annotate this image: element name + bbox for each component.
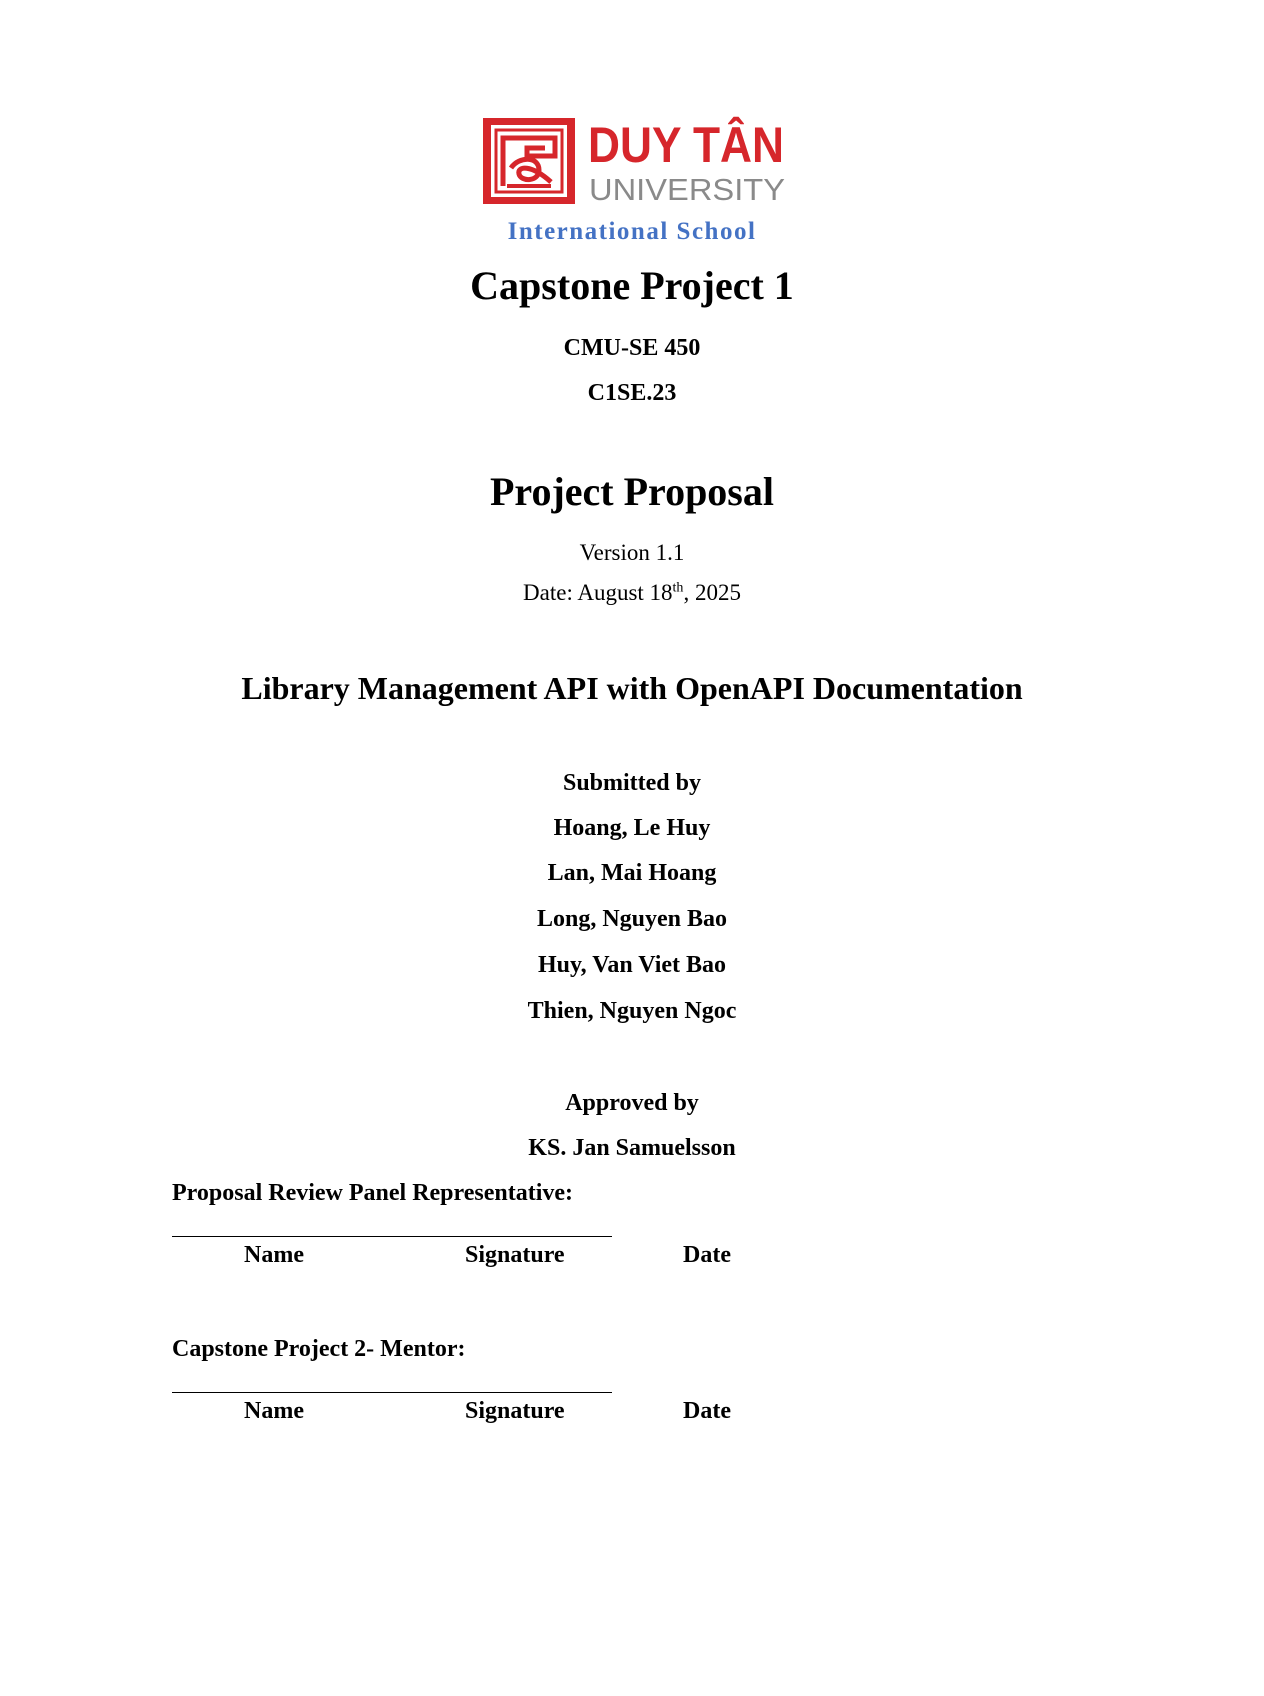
- member-name: Long, Nguyen Bao: [536, 906, 728, 932]
- review-panel-title: Proposal Review Panel Representative:: [172, 1180, 574, 1206]
- member-name: Huy, Van Viet Bao: [537, 952, 727, 978]
- date-prefix: Date: August 18: [523, 580, 673, 605]
- signature-column-label: Signature: [465, 1398, 565, 1424]
- proposal-title: Project Proposal: [489, 469, 774, 514]
- signature-column-label: Signature: [465, 1242, 565, 1268]
- date-superscript: th: [672, 580, 684, 596]
- name-column-label: Name: [244, 1242, 304, 1268]
- project-name: Library Management API with OpenAPI Documentation: [241, 670, 1023, 706]
- logo-emblem-icon: [483, 118, 575, 204]
- member-name: Thien, Nguyen Ngoc: [527, 998, 737, 1024]
- proposal-date: [0, 580, 1264, 606]
- university-logo: [481, 116, 787, 206]
- name-column-label: Name: [244, 1398, 304, 1424]
- submitted-by-label: Submitted by: [562, 770, 702, 796]
- university-sub: UNIVERSITY: [589, 172, 785, 207]
- school-name: International School: [507, 218, 757, 245]
- date-suffix: , 2025: [683, 580, 741, 605]
- signature-line: [172, 1392, 612, 1393]
- mentor-title: Capstone Project 2- Mentor:: [172, 1336, 466, 1362]
- member-name: Lan, Mai Hoang: [547, 860, 717, 886]
- date-column-label: Date: [683, 1398, 731, 1424]
- signature-line: [172, 1236, 612, 1237]
- version-label: Version 1.1: [579, 540, 685, 565]
- capstone-title: Capstone Project 1: [470, 263, 794, 308]
- date-column-label: Date: [683, 1242, 731, 1268]
- class-code: C1SE.23: [587, 380, 677, 406]
- member-name: Hoang, Le Huy: [553, 815, 711, 841]
- course-code: CMU-SE 450: [563, 335, 701, 361]
- university-name: DUY TÂN: [588, 117, 784, 173]
- approved-by-label: Approved by: [565, 1090, 699, 1116]
- approver-name: KS. Jan Samuelsson: [528, 1135, 736, 1161]
